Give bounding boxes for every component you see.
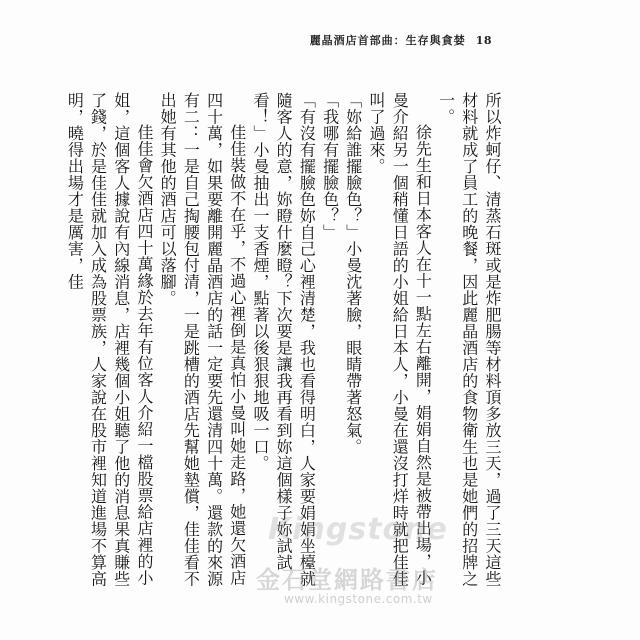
paragraph: 「我哪有擺臉色？」 bbox=[320, 92, 340, 241]
watermark-store-name: 金石堂網路書店 bbox=[256, 566, 438, 594]
body-text bbox=[65, 92, 504, 592]
paragraph: 佳佳會欠酒店四十萬緣於去年有位客人介紹一檔股票給店裡的小姐，這個客人據說有內線消息，店裡幾個小姐聽了他的消息果真賺些了錢，於是佳佳就加入成為股票族，人家說在股市裡知道進場不算高明，曉得出場才是厲害，佳 bbox=[65, 92, 154, 587]
watermark-url: www.kingstone.com.tw bbox=[284, 592, 433, 606]
running-header-title: 麗晶酒店首部曲：生存與貪婪 bbox=[309, 34, 466, 47]
paragraph: 「妳給誰擺臉色？」小曼沈著臉，眼睛帶著怒氣。 bbox=[343, 92, 363, 455]
running-header bbox=[310, 32, 492, 48]
paragraph: 「有沒有擺臉色妳自己心裡清楚，我也看得明白，人家要娟娟坐檯就隨客人的意，妳瞪什麼瞪？下次要是讓我再看到妳這個樣子妳試試看！」小曼抽出一支香煙，點著以後狠狠地吸一口。 bbox=[250, 92, 317, 587]
paragraph: 所以炸蚵仔、清蒸石斑或是炸肥腸等材料頂多放三天，過了三天這些材料就成了員工的晚餐，因此麗晶酒店的食物衛生也是她們的招牌之一。 bbox=[436, 92, 502, 587]
page-number: 18 bbox=[475, 34, 492, 47]
paragraph: 徐先生和日本客人在十一點左右離開，娟娟自然是被帶出場，小曼介紹另一個稍懂日語的小姐給日本人，小曼在還沒打烊時就把佳佳叫了過來。 bbox=[366, 92, 433, 587]
paragraph: 佳佳裝做不在乎，不過心裡倒是真怕小曼叫她走路，她還欠酒店四十萬，如果要離開麗晶酒店的話一定要先還清四十萬。還款的來源有二：一是自己掏腰包付清，一是跳槽的酒店先幫她墊償，佳佳看不出她有其他的酒店可以落腳。 bbox=[158, 92, 247, 587]
watermark-logo-text: Kingstone bbox=[268, 512, 448, 547]
